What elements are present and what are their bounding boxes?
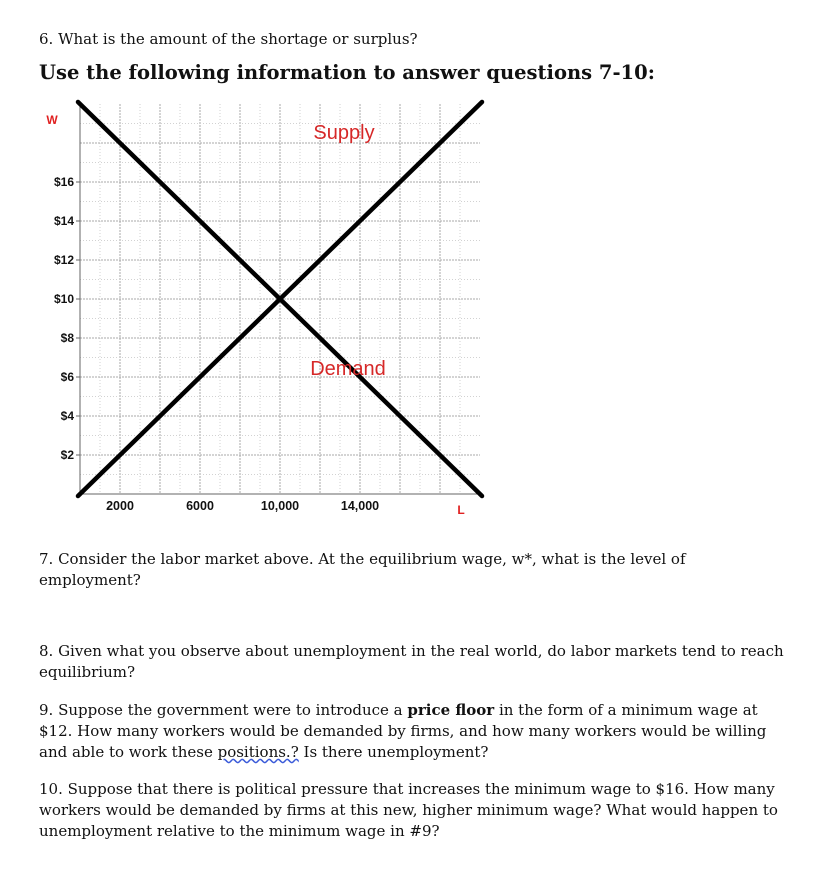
chart-labels xyxy=(46,113,464,517)
y-tick-label: $8 xyxy=(60,331,74,345)
question-10: 10. Suppose that there is political pressure that increases the minimum wage to $16. How many workers would be demanded by firms at this new, higher minimum wage? What would happen to unemployment relative to the minimum wage in #9? xyxy=(39,780,778,840)
x-tick-label: 10,000 xyxy=(260,499,300,513)
section-heading: Use the following information to answer questions 7-10: xyxy=(39,61,655,84)
x-tick-label: 6000 xyxy=(186,499,214,513)
y-tick-label: $10 xyxy=(53,292,74,306)
supply-label: Supply xyxy=(313,122,375,145)
y-tick-label: $2 xyxy=(60,448,74,462)
demand-label: Demand xyxy=(310,358,386,381)
labor-market-chart xyxy=(0,96,520,528)
x-axis-label: L xyxy=(457,503,465,517)
y-tick-label: $16 xyxy=(53,175,74,189)
question-8: 8. Given what you observe about unemployment in the real world, do labor markets tend to reach equilibrium? xyxy=(39,642,784,681)
question-7: 7. Consider the labor market above. At the equilibrium wage, w*, what is the level of employment? xyxy=(39,550,686,589)
y-tick-label: $6 xyxy=(60,370,74,384)
x-tick-label: 14,000 xyxy=(340,499,380,513)
chart-ticks xyxy=(54,175,379,513)
y-tick-label: $14 xyxy=(53,214,74,228)
q9-text-start: 9. Suppose the government were to introduce a xyxy=(39,701,408,719)
y-axis-label: W xyxy=(46,113,58,127)
question-6: 6. What is the amount of the shortage or surplus? xyxy=(39,30,418,48)
q9-price-floor: price floor xyxy=(407,701,495,719)
q9-positions-word: positions.? xyxy=(217,743,299,761)
question-9 xyxy=(39,700,792,763)
y-tick-label: $12 xyxy=(53,253,74,267)
q9-text-end: Is there unemployment? xyxy=(298,743,489,761)
x-tick-label: 2000 xyxy=(106,499,134,513)
y-tick-label: $4 xyxy=(60,409,74,423)
q9-text-mid: in the form of a minimum wage at $12. How many workers would be demanded by firms, and how many workers would be willing and able to work these xyxy=(39,701,767,761)
